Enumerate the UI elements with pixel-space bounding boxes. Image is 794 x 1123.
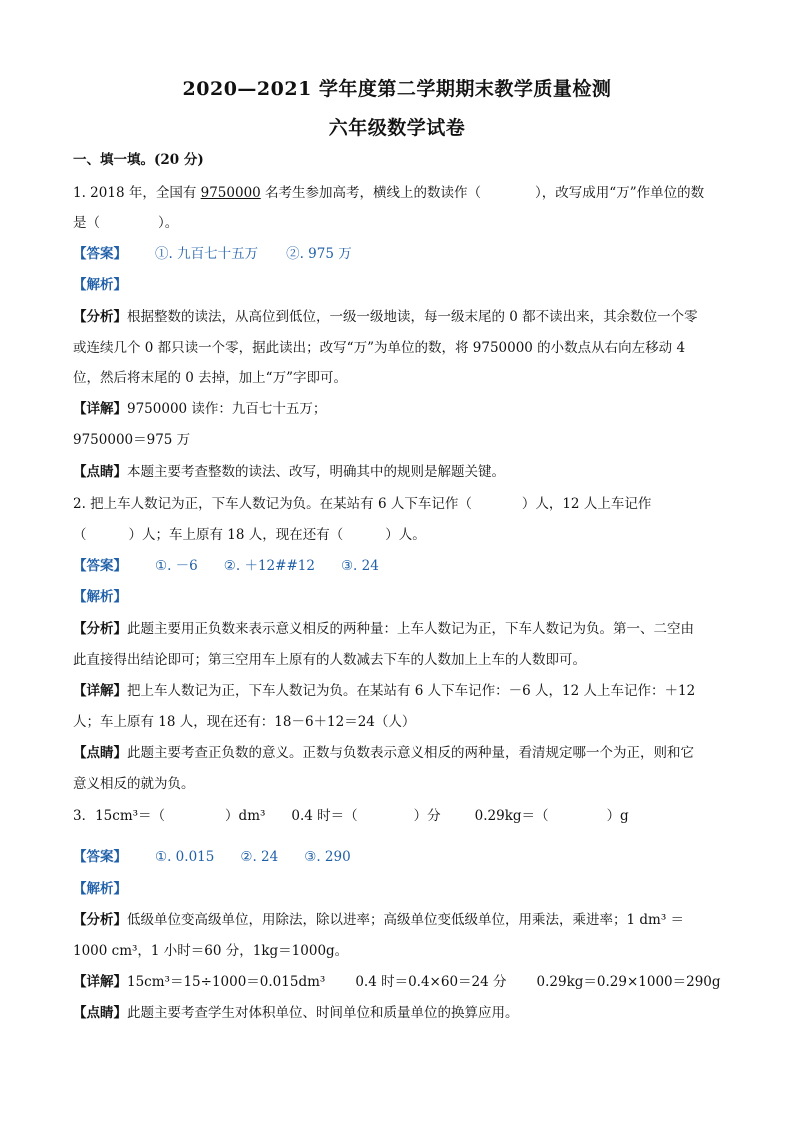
q2-fenxi-2: 此直接得出结论即可；第三空用车上原有的人数减去下车的人数加上上车的人数即可。 (73, 652, 586, 668)
q2-text-line1: 2. 把上车人数记为正，下车人数记为负。在某站有 6 人下车记作（ ）人，12 人上车记作 (73, 496, 652, 512)
q1-answer: 【答案】 ①. 九百七十五万 ②. 975 万 (73, 246, 352, 262)
q1-jiexi-label: 【解析】 (73, 277, 127, 293)
q1-fenxi-3: 位，然后将末尾的 0 去掉，加上“万”字即可。 (73, 370, 347, 386)
q1-dianjing: 【点睛】本题主要考查整数的读法、改写，明确其中的规则是解题关键。 (73, 464, 505, 480)
q3-answer: 【答案】 ①. 0.015 ②. 24 ③. 290 (73, 849, 351, 865)
q1-fenxi-1: 【分析】根据整数的读法，从高位到低位，一级一级地读，每一级末尾的 0 都不读出来，其余数位一个零 (73, 309, 698, 325)
q2-dianjing-2: 意义相反的就为负。 (73, 776, 195, 792)
q3-fenxi-1: 【分析】低级单位变高级单位，用除法，除以进率；高级单位变低级单位，用乘法，乘进率；1 dm³ ＝ (73, 912, 685, 928)
q2-xiangjie-1: 【详解】把上车人数记为正，下车人数记为负。在某站有 6 人下车记作：－6 人，12 人上车记作：＋12 (73, 683, 696, 699)
page-subtitle: 六年级数学试卷 (328, 117, 466, 139)
q2-jiexi-label: 【解析】 (73, 589, 127, 605)
q2-answer: 【答案】 ①. －6 ②. ＋12##12 ③. 24 (73, 558, 379, 574)
q1-text-line2: 是（ ）。 (73, 215, 179, 231)
q3-jiexi-label: 【解析】 (73, 881, 127, 897)
q2-xiangjie-2: 人；车上原有 18 人，现在还有：18－6＋12＝24（人） (73, 714, 416, 730)
q1-fenxi-2: 或连续几个 0 都只读一个零，据此读出；改写“万”为单位的数，将 9750000 的小数点从右向左移动 4 (73, 340, 686, 356)
q1-xiangjie-1: 【详解】9750000 读作：九百七十五万； (73, 401, 327, 417)
q2-dianjing-1: 【点睛】此题主要考查正负数的意义。正数与负数表示意义相反的两种量，看清规定哪一个为正，则和它 (73, 745, 694, 761)
q1-text-line1: 1. 2018 年，全国有 9750000 名考生参加高考，横线上的数读作（ ），改写成用“万”作单位的数 (73, 185, 705, 201)
section-heading: 一、填一填。(20 分) (73, 152, 204, 168)
q3-fenxi-2: 1000 cm³，1 小时＝60 分，1kg＝1000g。 (73, 943, 349, 959)
q3-dianjing: 【点睛】此题主要考查学生对体积单位、时间单位和质量单位的换算应用。 (73, 1005, 519, 1021)
q3-xiangjie: 【详解】15cm³＝15÷1000＝0.015dm³ 0.4 时＝0.4×60＝24 分 0.29kg＝0.29×1000＝290g (73, 974, 721, 990)
q3-text: 3．15cm³＝（ ）dm³ 0.4 时＝（ ）分 0.29kg＝（ ）g (73, 808, 629, 824)
page-title: 2020—2021 学年度第二学期期末教学质量检测 (182, 78, 612, 100)
q1-xiangjie-2: 9750000＝975 万 (73, 432, 191, 448)
q1-underlined-number: 9750000 (200, 185, 261, 201)
q2-fenxi-1: 【分析】此题主要用正负数来表示意义相反的两种量：上车人数记为正，下车人数记为负。第一、二空由 (73, 621, 694, 637)
q2-text-line2: （ ）人；车上原有 18 人，现在还有（ ）人。 (73, 527, 426, 543)
